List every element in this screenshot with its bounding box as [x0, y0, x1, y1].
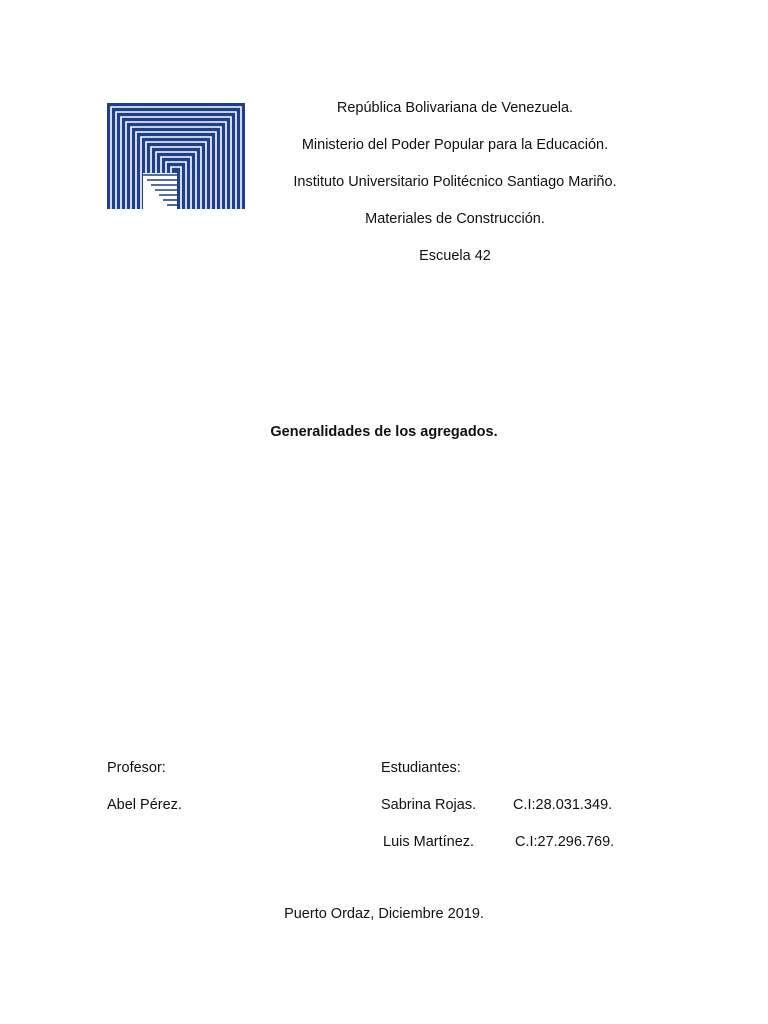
- student-ci: C.I:27.296.769.: [515, 834, 615, 850]
- header-line-institute: Instituto Universitario Politécnico Santiago Mariño.: [293, 174, 617, 190]
- students-label: Estudiantes:: [381, 760, 461, 776]
- header-line-school: Escuela 42: [419, 248, 491, 264]
- professor-name: Abel Pérez.: [107, 797, 182, 813]
- document-title: Generalidades de los agregados.: [270, 424, 498, 440]
- student-name: Sabrina Rojas.: [381, 797, 477, 813]
- student-name: Luis Martínez.: [383, 834, 475, 850]
- header-line-ministry: Ministerio del Poder Popular para la Educación.: [301, 137, 609, 153]
- institution-header: [260, 90, 650, 275]
- header-line-country: República Bolivariana de Venezuela.: [336, 100, 574, 116]
- student-ci: C.I:28.031.349.: [513, 797, 613, 813]
- place-date: Puerto Ordaz, Diciembre 2019.: [284, 906, 484, 922]
- professor-label: Profesor:: [107, 760, 166, 776]
- header-line-subject: Materiales de Construcción.: [365, 211, 545, 227]
- institute-logo-icon: [107, 103, 245, 209]
